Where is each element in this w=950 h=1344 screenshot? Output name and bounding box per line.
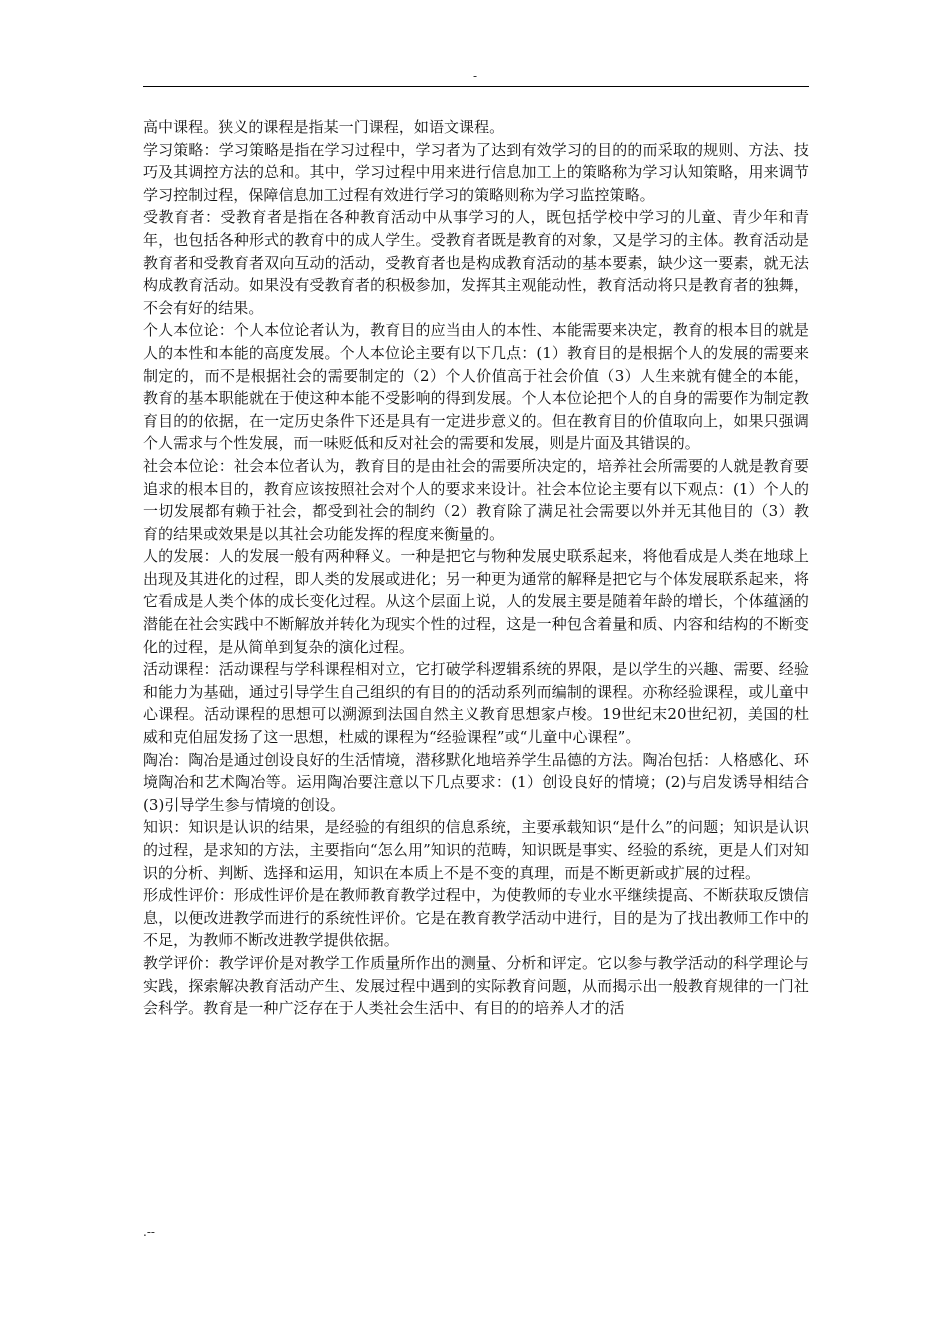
paragraph-teaching-evaluation: 教学评价：教学评价是对教学工作质量所作出的测量、分析和评定。它以参与教学活动的科学理论与实践，探索解决教育活动产生、发展过程中遇到的实际教育问题，从而揭示出一般教育规律的一门社会科学。教育是一种广泛存在于人类社会生活中、有目的的培养人才的活 bbox=[143, 953, 809, 1018]
paragraph-course-continued: 高中课程。狭义的课程是指某一门课程，如语文课程。 bbox=[143, 118, 505, 136]
paragraph-learning-strategy: 学习策略：学习策略是指在学习过程中，学习者为了达到有效学习的目的的而采取的规则、方法、技巧及其调控方法的总和。其中，学习过程中用来进行信息加工上的策略称为学习认知策略，用来调节学习控制过程，保障信息加工过程有效进行学习的策略则称为学习监控策略。 bbox=[143, 140, 809, 204]
paragraph-cultivation: 陶冶：陶冶是通过创设良好的生活情境，潜移默化地培养学生品德的方法。陶冶包括：人格感化、环境陶冶和艺术陶冶等。运用陶冶要注意以下几点要求：(1）创设良好的情境；(2)与启发诱导相结合(3)引导学生参与情境的创设。 bbox=[143, 750, 809, 814]
paragraph-social-standard: 社会本位论：社会本位者认为，教育目的是由社会的需要所决定的，培养社会所需要的人就是教育要追求的根本目的，教育应该按照社会对个人的要求来设计。社会本位论主要有以下观点：(1）个人的一切发展都有赖于社会，都受到社会的制约（2）教育除了满足社会需要以外并无其他目的（3）教育的结果或效果是以其社会功能发挥的程度来衡量的。 bbox=[143, 456, 809, 543]
footer-mark: .-- bbox=[143, 1225, 155, 1239]
document-body bbox=[143, 116, 809, 1020]
header-mark: - bbox=[472, 69, 478, 83]
header-rule bbox=[143, 86, 809, 87]
paragraph-activity-course: 活动课程：活动课程与学科课程相对立，它打破学科逻辑系统的界限，是以学生的兴趣、需要、经验和能力为基础，通过引导学生自己组织的有目的的活动系列而编制的课程。亦称经验课程，或儿童中心课程。活动课程的思想可以溯源到法国自然主义教育思想家卢梭。19世纪末20世纪初，美国的杜威和克伯屈发扬了这一思想，杜威的课程为“经验课程”或“儿童中心课程”。 bbox=[143, 660, 809, 747]
paragraph-human-development: 人的发展：人的发展一般有两种释义。一种是把它与物种发展史联系起来，将他看成是人类在地球上出现及其进化的过程，即人类的发展或进化；另一种更为通常的解释是把它与个体发展联系起来，将它看成是人类个体的成长变化过程。从这个层面上说，人的发展主要是随着年龄的增长，个体蕴涵的潜能在社会实践中不断解放并转化为现实个性的过程，这是一种包含着量和质、内容和结构的不断变化的过程，是从简单到复杂的演化过程。 bbox=[143, 547, 809, 656]
paragraph-formative-evaluation: 形成性评价：形成性评价是在教师教育教学过程中，为使教师的专业水平继续提高、不断获取反馈信息，以便改进教学而进行的系统性评价。它是在教育教学活动中进行，目的是为了找出教师工作中的不足，为教师不断改进教学提供依据。 bbox=[143, 886, 809, 950]
paragraph-knowledge: 知识：知识是认识的结果，是经验的有组织的信息系统，主要承载知识“是什么”的问题；知识是认识的过程，是求知的方法，主要指向“怎么用”知识的范畴，知识既是事实、经验的系统，更是人们对知识的分析、判断、选择和运用，知识在本质上不是不变的真理，而是不断更新或扩展的过程。 bbox=[143, 818, 809, 882]
paragraph-individual-standard: 个人本位论：个人本位论者认为，教育目的应当由人的本性、本能需要来决定，教育的根本目的就是人的本性和本能的高度发展。个人本位论主要有以下几点：(1）教育目的是根据个人的发展的需要来制定的，而不是根据社会的需要制定的（2）个人价值高于社会价值（3）人生来就有健全的本能，教育的基本职能就在于使这种本能不受影响的得到发展。个人本位论把个人的自身的需要作为制定教育目的的依据，在一定历史条件下还是具有一定进步意义的。但在教育目的价值取向上，如果只强调个人需求与个性发展，而一味贬低和反对社会的需要和发展，则是片面及其错误的。 bbox=[143, 321, 809, 453]
paragraph-educatee: 受教育者：受教育者是指在各种教育活动中从事学习的人，既包括学校中学习的儿童、青少年和青年，也包括各种形式的教育中的成人学生。受教育者既是教育的对象，又是学习的主体。教育活动是教育者和受教育者双向互动的活动，受教育者也是构成教育活动的基本要素，缺少这一要素，就无法构成教育活动。如果没有受教育者的积极参加，发挥其主观能动性，教育活动将只是教育者的独舞，不会有好的结果。 bbox=[143, 208, 809, 317]
